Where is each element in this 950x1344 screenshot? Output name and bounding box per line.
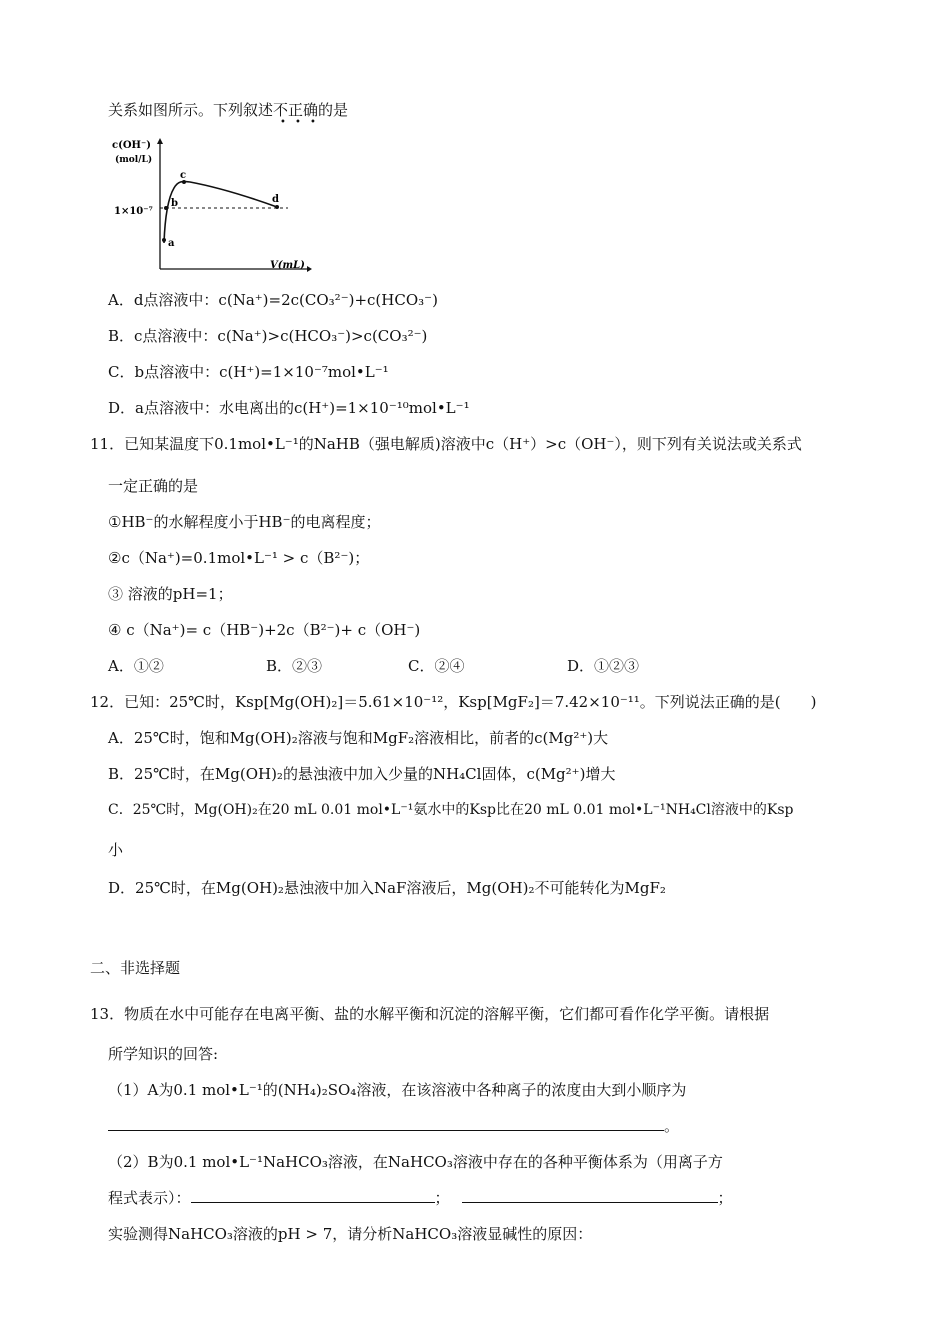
q13-part-3: 实验测得NaHCO₃溶液的pH > 7，请分析NaHCO₃溶液显碱性的原因： <box>108 1225 593 1243</box>
q12-option-a: A．25℃时，饱和Mg(OH)₂溶液与饱和MgF₂溶液相比，前者的c(Mg²⁺)大 <box>108 729 609 747</box>
curve <box>164 182 277 243</box>
q10-option-b: B．c点溶液中：c(Na⁺)>c(HCO₃⁻)>c(CO₃²⁻) <box>108 327 428 345</box>
y-tick-label: 1×10⁻⁷ <box>114 206 153 217</box>
q11-statement-2: ②c（Na⁺)=0.1mol•L⁻¹ > c（B²⁻)； <box>108 549 370 567</box>
q11-stem-cont: 一定正确的是 <box>108 477 199 495</box>
x-axis-label: V(mL) <box>270 260 305 271</box>
emphasis-dot: • <box>310 117 316 128</box>
label-c: c <box>180 170 187 181</box>
section-title: 二、非选择题 <box>90 959 181 977</box>
emphasis-dot: • <box>280 117 286 128</box>
label-d: d <box>272 194 279 205</box>
q12-stem: 12．已知：25℃时，Ksp[Mg(OH)₂]＝5.61×10⁻¹²，Ksp[MgF₂]＝7.42×10⁻¹¹。下列说法正确的是( ) <box>90 693 817 711</box>
q11-option-b: B．②③ <box>266 657 323 675</box>
point-b <box>164 206 168 210</box>
q12-option-c: C．25℃时，Mg(OH)₂在20 mL 0.01 mol•L⁻¹氨水中的Ksp比在20 mL 0.01 mol•L⁻¹NH₄Cl溶液中的Ksp <box>108 802 794 818</box>
q10-option-c: C．b点溶液中：c(H⁺)=1×10⁻⁷mol•L⁻¹ <box>108 363 389 381</box>
q11-option-a: A．①② <box>108 657 164 675</box>
x-axis-arrow <box>307 266 312 272</box>
q13-stem-cont: 所学知识的回答: <box>108 1045 219 1063</box>
point-d <box>275 205 279 209</box>
q11-statement-3: ③ 溶液的pH=1； <box>108 585 233 603</box>
q13-part-1-answer-line <box>108 1116 679 1136</box>
q10-graph <box>112 136 312 280</box>
q10-option-d: D．a点溶液中：水电离出的c(H⁺)=1×10⁻¹⁰mol•L⁻¹ <box>108 399 470 417</box>
answer-blank[interactable] <box>462 1188 718 1203</box>
q13-stem: 13．物质在水中可能存在电离平衡、盐的水解平衡和沉淀的溶解平衡，它们都可看作化学平衡。请根据 <box>90 1005 770 1023</box>
q11-option-c: C．②④ <box>408 657 465 675</box>
separator: ； <box>717 1189 733 1207</box>
q13-part-1-end: 。 <box>664 1117 680 1135</box>
q12-option-d: D．25℃时，在Mg(OH)₂悬浊液中加入NaF溶液后，Mg(OH)₂不可能转化为MgF₂ <box>108 879 666 897</box>
q13-part-1: （1）A为0.1 mol•L⁻¹的(NH₄)₂SO₄溶液，在该溶液中各种离子的浓度由大到小顺序为 <box>108 1081 687 1099</box>
label-a: a <box>168 238 175 249</box>
answer-blank[interactable] <box>191 1188 435 1203</box>
q10-stem-text: 关系如图所示。下列叙述 <box>108 101 274 119</box>
q11-statement-1: ①HB⁻的水解程度小于HB⁻的电离程度； <box>108 513 381 531</box>
q10-stem-end: 的是 <box>318 101 349 119</box>
label-b: b <box>171 198 178 209</box>
q10-option-a: A．d点溶液中：c(Na⁺)=2c(CO₃²⁻)+c(HCO₃⁻) <box>108 291 438 309</box>
q10-stem <box>108 100 349 128</box>
q12-option-c-cont: 小 <box>108 841 124 859</box>
emphasis-dot: • <box>295 117 301 128</box>
separator: ； <box>434 1189 450 1207</box>
q13-part-2-label: 程式表示）： <box>108 1189 191 1207</box>
q10-emphasis-text: 不正确 <box>273 101 319 119</box>
point-a <box>162 238 166 242</box>
q11-option-d: D．①②③ <box>567 657 640 675</box>
q13-part-2-cont <box>108 1188 733 1208</box>
y-axis-label: c(OH⁻) <box>112 140 151 151</box>
y-axis-arrow <box>157 138 163 144</box>
q13-part-2: （2）B为0.1 mol•L⁻¹NaHCO₃溶液，在NaHCO₃溶液中存在的各种平衡体系为（用离子方 <box>108 1153 723 1171</box>
y-axis-unit: (mol/L) <box>115 155 153 165</box>
answer-blank[interactable] <box>108 1116 664 1131</box>
q12-option-b: B．25℃时，在Mg(OH)₂的悬浊液中加入少量的NH₄Cl固体，c(Mg²⁺)增大 <box>108 765 616 783</box>
q10-emphasis <box>273 101 319 128</box>
q11-statement-4: ④ c（Na⁺)= c（HB⁻)+2c（B²⁻)+ c（OH⁻) <box>108 621 421 639</box>
q11-stem: 11．已知某温度下0.1mol•L⁻¹的NaHB（强电解质)溶液中c（H⁺）>c（OH⁻），则下列有关说法或关系式 <box>90 435 802 453</box>
